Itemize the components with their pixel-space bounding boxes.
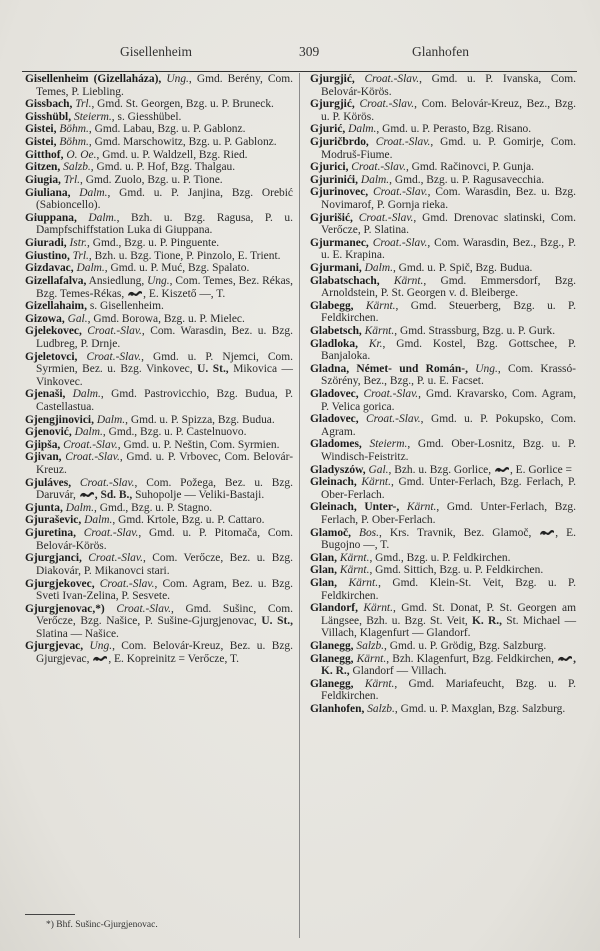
entry-region: Ung. — [89, 640, 113, 653]
entry-details: , Gmd., Bzg. u. P. Ragusavecchia. — [389, 173, 545, 186]
gazetteer-entry — [310, 161, 576, 174]
gazetteer-entry — [310, 300, 576, 325]
entry-region: Kärnt. — [339, 564, 370, 577]
entry-details: , Gmd. u. P. Hof, Bzg. Thalgau. — [90, 161, 236, 174]
entry-details: , Gmd. Sittich, Bzg. u. P. Feldkirchen. — [369, 564, 544, 577]
entry-region: Ung. — [166, 73, 189, 85]
entry-headword: Gistei, — [25, 136, 57, 149]
entry-details-continued: , E. Kopreinitz = Verőcze, T. — [108, 652, 239, 665]
entry-region: Croat.-Slav. — [116, 602, 172, 615]
entry-type: Ansiedlung, — [86, 274, 148, 287]
entry-region: Kärnt. — [356, 652, 387, 665]
entry-details: , Gmd. Strassburg, Bzg. u. P. Gurk. — [394, 325, 556, 338]
entry-region: Croat.-Slav. — [359, 98, 415, 111]
entry-details: , Gmd. u. P. Perasto, Bzg. Risano. — [376, 123, 532, 136]
gazetteer-entry — [25, 73, 293, 98]
gazetteer-entry — [310, 262, 576, 275]
entry-headword: Glanhofen, — [310, 703, 365, 716]
gazetteer-entry — [25, 414, 293, 427]
entry-details: , Gmd. Emmersdorf, Bzg. Arnoldstein, P. St. Georgen v. d. Bleiberge. — [321, 274, 576, 300]
entry-headword: Gjurgjanci, — [25, 552, 82, 565]
entry-headword: Glanegg, — [310, 652, 354, 665]
entry-headword: Gjurišić, — [310, 211, 353, 224]
entry-region: Salzb. — [367, 703, 395, 716]
entry-headword: Gjenović, — [25, 426, 72, 439]
gazetteer-entry — [25, 388, 293, 413]
entry-region: Kr. — [368, 337, 383, 350]
footnote-rule — [25, 914, 75, 915]
entry-details: , Gmd. u. P. Waldzell, Bzg. Ried. — [96, 148, 248, 161]
entry-region: Trl. — [63, 174, 80, 187]
entry-details: , Gmd. Klein-St. Veit, Bzg. u. P. Feldkirchen. — [321, 577, 577, 602]
entry-details: , Gmd. Borowa, Bzg. u. P. Mielec. — [87, 312, 245, 325]
gazetteer-entry — [25, 502, 293, 515]
entry-details: , Gmd. Kravarsko, Com. Agram, P. Velica gorica. — [321, 388, 577, 413]
gazetteer-entry — [310, 527, 576, 552]
entry-details-continued: St. Michael — Villach, Klagenfurt — Glandorf. — [321, 614, 577, 640]
gazetteer-entry — [310, 338, 576, 363]
entry-details: , Gmd., Bzg. u. P. Pinguente. — [86, 237, 220, 250]
entry-region: Kärnt. — [363, 602, 393, 615]
gazetteer-entry — [310, 577, 576, 602]
entry-details: , Gmd. Berény, Com. Temes, P. Liebling. — [36, 73, 293, 98]
gazetteer-entry — [25, 174, 293, 187]
entry-region: Bos. — [358, 526, 379, 539]
entry-details: , Com. Agram, Bez. u. Bzg. Sveti Ivan-Zelina, P. Sesvete. — [36, 577, 293, 603]
gazetteer-entry — [310, 602, 576, 640]
gazetteer-entry — [25, 439, 293, 452]
entry-details: , Gmd. Steuerberg, Bzg. u. P. Feldkirchen. — [321, 299, 576, 325]
entry-station-type: , Sd. B., — [94, 489, 133, 502]
entry-station-type: U. St., — [261, 615, 293, 628]
entry-region: Dalm. — [88, 211, 117, 224]
entry-region: Kärnt. — [348, 577, 379, 590]
entry-headword: Gladna, Német- und Román-, — [310, 362, 468, 375]
gazetteer-entry — [310, 174, 576, 187]
entry-headword: Gladomes, — [310, 438, 362, 451]
gazetteer-entry — [25, 313, 293, 326]
entry-headword: Gladovec, — [310, 413, 359, 426]
entry-headword: Glanegg, — [310, 640, 354, 653]
entry-region: Ung. — [147, 274, 170, 287]
entry-region: O. Oe. — [66, 148, 97, 161]
entry-headword: Gjipša, — [25, 438, 61, 451]
entry-details: , Gmd. Krtole, Bzg. u. P. Cattaro. — [112, 514, 265, 527]
gazetteer-entry — [310, 73, 576, 98]
entry-headword: Gissbach, — [25, 98, 73, 111]
entry-details: , Gmd., Bzg. u. P. Castelnuovo. — [102, 426, 247, 439]
entry-headword: Gjuričbrdo, — [310, 136, 369, 149]
entry-headword: Gjivan, — [25, 451, 62, 464]
entry-region: Croat.-Slav. — [83, 527, 139, 540]
entry-region: Istr. — [69, 237, 87, 250]
entry-details: , Gmd. u. P. Janjina, Bzg. Orebić (Sabioncello). — [36, 186, 294, 212]
entry-headword: Glabatschach, — [310, 274, 380, 287]
entry-headword: Gladovec, — [310, 388, 359, 401]
gazetteer-entry — [310, 640, 576, 653]
entry-headword: Gladloka, — [310, 337, 358, 350]
entry-details: , Gmd. u. P. Njemci, Com. Syrmien, Bez. u. Bzg. Vinkovec, — [36, 350, 293, 376]
entry-headword: Gjurić, — [310, 123, 346, 136]
gazetteer-entry — [310, 476, 576, 501]
entry-details: , Gmd. u. P. Spič, Bzg. Budua. — [392, 262, 533, 275]
gazetteer-entry — [25, 123, 293, 136]
entry-station-type: U. St., — [197, 363, 229, 376]
entry-headword: Gjuláves, — [25, 476, 72, 489]
entry-details: , Com. Belovár-Kreuz, Bez., Bzg. u. P. Körös. — [321, 98, 577, 123]
entry-region: Kärnt. — [364, 325, 395, 338]
entry-details: , Com. Temes, Bez. Rékas, Bzg. Temes-Rékas, — [36, 274, 293, 300]
entry-region: Croat.-Slav. — [88, 552, 143, 565]
gazetteer-entry — [310, 388, 576, 413]
entry-details: , Gmd. Pastrovicchio, Bzg. Budua, P. Castellastua. — [36, 388, 293, 413]
entry-region: Dalm. — [348, 123, 377, 136]
entry-details: , Bzh. u. Bzg. Tione, P. Pinzolo, E. Trient. — [88, 249, 281, 262]
entry-headword: Gjunta, — [25, 501, 63, 514]
gazetteer-entry — [25, 351, 293, 389]
gazetteer-entry — [310, 98, 576, 123]
gazetteer-entry — [25, 426, 293, 439]
post-horn-icon — [79, 490, 95, 499]
entry-details-continued: , E. Bugojno —, T. — [321, 526, 576, 552]
entry-region: Trl. — [72, 249, 89, 262]
entry-details: , Com. Warasdin, Bez., Bzg., P. u. E. Krapina. — [321, 236, 577, 262]
entry-headword: Gjuraševic, — [25, 514, 82, 527]
entry-region: Dalm. — [364, 262, 393, 275]
entry-headword: Gizowa, — [25, 312, 65, 325]
entry-headword: Gitthof, — [25, 148, 64, 161]
entry-headword: Glabetsch, — [310, 325, 362, 338]
gazetteer-entry — [25, 187, 293, 212]
left-column — [25, 73, 293, 666]
entry-headword: Glabegg, — [310, 299, 354, 312]
gazetteer-entry — [25, 603, 293, 641]
entry-headword: Gistei, — [25, 123, 57, 136]
entry-details: , Com. Warasdin, Bez. u. Bzg. Ludbreg, P. Drnje. — [36, 325, 294, 350]
entry-details-continued: Suhopolje — Veliki-Bastaji. — [132, 489, 265, 502]
entry-details: , Gmd. Račinovci, P. Gunja. — [405, 161, 534, 174]
entry-details: , Gmd. Mariafeucht, Bzg. u. P. Feldkirchen. — [321, 677, 577, 703]
entry-details: , Gmd. Unter-Ferlach, Bzg. Ferlach, P. Ober-Ferlach. — [321, 501, 577, 527]
entry-region: Kärnt. — [361, 476, 391, 489]
entry-details: , Krs. Travnik, Bez. Glamoč, — [378, 526, 540, 539]
gazetteer-entry — [25, 451, 293, 476]
entry-details: , Gmd. u. P. Maxglan, Bzg. Salzburg. — [394, 703, 566, 716]
entry-details-continued: Glandorf — Villach. — [349, 665, 447, 678]
entry-details: , Gmd. u. P. Spizza, Bzg. Budua. — [125, 413, 275, 426]
entry-region: Gal. — [368, 463, 389, 476]
entry-details: , Gmd. Unter-Ferlach, Bzg. Ferlach, P. Ober-Ferlach. — [321, 476, 577, 501]
entry-region: Croat.-Slav. — [63, 438, 118, 451]
entry-details: , Gmd. u. P. Vrbovec, Com. Belovár-Kreuz. — [36, 451, 293, 477]
entry-details: , Com. Warasdin, Bez. u. Bzg. Novimarof, P. Gornja rieka. — [321, 186, 577, 212]
entry-headword: Gjengjinovici, — [25, 413, 94, 426]
post-horn-icon — [494, 465, 510, 474]
entry-details: , Com. Verőcze, Bez. u. Bzg. Diakovár, P. Mikanovci stari. — [36, 552, 293, 577]
entry-headword: Gjurmanec, — [310, 236, 369, 249]
entry-details: , Gmd. Marschowitz, Bzg. u. P. Gablonz. — [88, 136, 277, 149]
entry-region: Croat.-Slav. — [372, 236, 428, 249]
entry-region: Trl. — [75, 98, 92, 111]
entry-region: Ung. — [475, 362, 498, 375]
entry-region: Croat.-Slav. — [86, 350, 142, 363]
entry-details: , Gmd. Zuolo, Bzg. u. P. Tione. — [80, 174, 223, 187]
right-column — [310, 73, 576, 716]
entry-region: Dalm. — [79, 186, 108, 199]
entry-station-type: , K. R., — [321, 652, 576, 678]
entry-region: Kärnt. — [339, 551, 370, 564]
entry-region: Dalm. — [72, 388, 101, 401]
gazetteer-entry — [25, 237, 293, 250]
post-horn-icon — [557, 654, 573, 663]
entry-headword: Gitzen, — [25, 161, 61, 174]
entry-details: , Bzh. u. Bzg. Ragusa, P. u. Dampfschiffstation Luka di Giuppana. — [36, 211, 293, 237]
gazetteer-entry — [25, 527, 293, 552]
entry-region: Croat.-Slav. — [351, 161, 406, 174]
entry-headword: Gisshübl, — [25, 110, 72, 123]
entry-details: , Bzh. Klagenfurt, Bzg. Feldkirchen, — [386, 652, 558, 665]
entry-headword: Glandorf, — [310, 602, 358, 615]
entry-headword: Gjurgjenovac,*) — [25, 602, 105, 615]
entry-region: Salzb. — [63, 161, 91, 174]
gazetteer-entry — [310, 703, 576, 716]
post-horn-icon — [92, 654, 108, 663]
entry-headword: Gjenaši, — [25, 388, 66, 401]
gazetteer-entry — [310, 501, 576, 526]
entry-details: , Gmd. Sušinc, Com. Verőcze, Bzg. Našice, P. Sušine-Gjurgjenovac, — [36, 602, 293, 628]
gazetteer-entry — [25, 514, 293, 527]
gazetteer-entry — [310, 564, 576, 577]
entry-details: , Gmd. St. Donat, P. St. Georgen am Längsee, Bzh. u. Bzg. St. Veit, — [321, 602, 577, 627]
entry-region: Croat.-Slav. — [363, 388, 419, 401]
entry-details: , Gmd. Ober-Losnitz, Bzg. u. P. Windisch-Feistritz. — [321, 438, 576, 463]
gazetteer-entry — [25, 477, 293, 502]
entry-details: , s. Giesshübel. — [111, 110, 182, 123]
entry-region: Kärnt. — [406, 501, 437, 514]
entry-headword: Gjurici, — [310, 161, 349, 174]
entry-region: Dalm. — [65, 501, 94, 514]
gazetteer-entry — [25, 161, 293, 174]
gazetteer-entry — [310, 464, 576, 477]
gazetteer-entry — [310, 123, 576, 136]
gazetteer-entry — [310, 212, 576, 237]
entry-region: Böhm. — [59, 136, 89, 149]
entry-region: Croat.-Slav. — [364, 73, 420, 85]
entry-details: , Gmd. u. P. Gomirje, Com. Modruš-Fiume. — [321, 136, 577, 161]
entry-region: Croat.-Slav. — [375, 136, 431, 149]
entry-details: s. Gisellenheim. — [86, 300, 164, 313]
gazetteer-entry — [310, 413, 576, 438]
gazetteer-entry — [25, 640, 293, 665]
entry-station-type: K. R., — [472, 614, 502, 627]
entry-region: Croat.-Slav. — [373, 186, 428, 199]
entry-headword: Gjurgjekovec, — [25, 577, 95, 590]
entry-details: , Gmd. u. P. Neštin, Com. Syrmien. — [117, 438, 280, 451]
entry-details-continued: , E. Kiszető —, T. — [143, 287, 226, 300]
gazetteer-entry — [310, 186, 576, 211]
entry-details: , Gmd. Drenovac slatinski, Com. Verőcze, P. Slatina. — [321, 211, 577, 237]
entry-headword: Gjurgjevac, — [25, 640, 84, 653]
gazetteer-entry — [310, 275, 576, 300]
entry-region: Croat.-Slav. — [79, 476, 135, 489]
entry-details: , Gmd., Bzg. u. P. Feldkirchen. — [369, 551, 511, 564]
gazetteer-entry — [25, 552, 293, 577]
entry-headword: Gjuretina, — [25, 527, 76, 540]
entry-headword: Gladyszów, — [310, 463, 366, 476]
entry-headword: Glan, — [310, 564, 338, 577]
entry-headword: Gizdavac, — [25, 262, 74, 275]
gazetteer-entry — [25, 262, 293, 275]
entry-region: Kärnt. — [365, 299, 396, 312]
entry-headword: Gjurinovec, — [310, 186, 369, 199]
gazetteer-entry — [25, 98, 293, 111]
post-horn-icon — [539, 528, 555, 537]
entry-region: Salzb. — [356, 640, 385, 653]
gazetteer-entry — [310, 653, 576, 678]
entry-headword: Gjurmani, — [310, 262, 362, 275]
gazetteer-entry — [310, 325, 576, 338]
entry-details: , Gmd. u. P. Pokupsko, Com. Agram. — [321, 413, 576, 438]
gazetteer-entry — [25, 325, 293, 350]
entry-details: , Gmd. St. Georgen, Bzg. u. P. Bruneck. — [91, 98, 274, 111]
entry-details: , Com. Požega, Bez. u. Bzg. Daruvár, — [36, 476, 294, 502]
gazetteer-entry — [25, 149, 293, 162]
header-last-entry: Glanhofen — [412, 44, 469, 59]
page-number: 309 — [299, 44, 320, 59]
gazetteer-entry — [25, 300, 293, 313]
column-divider — [299, 73, 300, 938]
gazetteer-entry — [310, 363, 576, 388]
entry-headword: Gjelekovec, — [25, 325, 82, 338]
gazetteer-entry — [25, 111, 293, 124]
entry-region: Steierm. — [369, 438, 408, 451]
entry-region: Dalm. — [96, 413, 126, 426]
entry-headword: Gisellenheim (Gizellaháza), — [25, 73, 162, 85]
entry-details: , Gmd. u. P. Muć, Bzg. Spalato. — [104, 262, 250, 275]
entry-details-continued: Slatina — Našice. — [36, 627, 119, 640]
entry-region: Steierm. — [73, 110, 112, 123]
header-rule — [22, 71, 577, 72]
entry-region: Dalm. — [76, 262, 105, 275]
entry-details: , Gmd. Kostel, Bzg. Gottschee, P. Banjaloka. — [321, 337, 576, 363]
gazetteer-entry — [25, 136, 293, 149]
footnote: *) Bhf. Sušinc-Gjurgjenovac. — [46, 920, 158, 930]
gazetteer-entry — [310, 552, 576, 565]
entry-headword: Gjurgjić, — [310, 98, 355, 111]
entry-headword: Gleinach, — [310, 476, 357, 489]
entry-region: Dalm. — [74, 426, 103, 439]
entry-region: Croat.-Slav. — [87, 325, 142, 338]
entry-details: , Com. Belovár-Kreuz, Bez. u. Bzg. Gjurgjevac, — [36, 640, 293, 665]
entry-region: Croat.-Slav. — [99, 577, 155, 590]
entry-headword: Gleinach, Unter-, — [310, 501, 400, 514]
entry-headword: Glanegg, — [310, 677, 354, 690]
running-header — [22, 42, 577, 62]
entry-headword: Gjurgjić, — [310, 73, 355, 85]
entry-headword: Glan, — [310, 577, 338, 590]
entry-headword: Glamoč, — [310, 526, 351, 539]
entry-region: Kärnt. — [393, 274, 424, 287]
entry-headword: Giugia, — [25, 174, 61, 187]
post-horn-icon — [127, 289, 143, 298]
entry-region: Dalm. — [84, 514, 113, 527]
entry-headword: Gizellafalva, — [25, 274, 87, 287]
entry-details-continued: , E. Gorlice = — [509, 463, 572, 476]
entry-details: , Gmd. u. P. Pitomača, Com. Belovár-Körös. — [36, 527, 293, 552]
entry-details: , Gmd. u. P. Ivanska, Com. Belovár-Körös. — [321, 73, 577, 98]
entry-headword: Glan, — [310, 551, 338, 564]
entry-details: , Com. Krassó-Szörény, Bez., Bzg., P. u. E. Facset. — [321, 362, 576, 388]
gazetteer-entry — [25, 250, 293, 263]
entry-headword: Giuppana, — [25, 211, 77, 224]
entry-region: Dalm. — [360, 173, 390, 186]
entry-details: , Gmd. u. P. Grödig, Bzg. Salzburg. — [384, 640, 547, 653]
entry-region: Croat.-Slav. — [366, 413, 421, 426]
entry-region: Böhm. — [59, 123, 89, 136]
gazetteer-entry — [310, 678, 576, 703]
gazetteer-entry — [25, 212, 293, 237]
gazetteer-entry — [25, 275, 293, 300]
entry-region: Kärnt. — [364, 677, 395, 690]
entry-headword: Giuliana, — [25, 186, 71, 199]
entry-region: Croat.-Slav. — [65, 451, 120, 464]
entry-headword: Gjeletovci, — [25, 350, 78, 363]
entry-details: , Gmd. Labau, Bzg. u. P. Gablonz. — [88, 123, 246, 136]
gazetteer-entry — [310, 237, 576, 262]
gazetteer-entry — [310, 438, 576, 463]
entry-headword: Giustino, — [25, 249, 70, 262]
entry-headword: Gizellahaim, — [25, 300, 87, 313]
entry-details: , Gmd., Bzg. u. P. Stagno. — [93, 501, 213, 514]
entry-details-continued: Mikovica — Vinkovec. — [36, 363, 293, 388]
header-first-entry: Gisellenheim — [120, 44, 192, 59]
gazetteer-entry — [25, 578, 293, 603]
entry-headword: Giuradi, — [25, 237, 67, 250]
entry-headword: Gjurinići, — [310, 173, 358, 186]
gazetteer-entry — [310, 136, 576, 161]
entry-details: , Bzh. u. Bzg. Gorlice, — [388, 463, 494, 476]
entry-region: Gal. — [67, 312, 88, 325]
entry-region: Croat.-Slav. — [358, 211, 414, 224]
